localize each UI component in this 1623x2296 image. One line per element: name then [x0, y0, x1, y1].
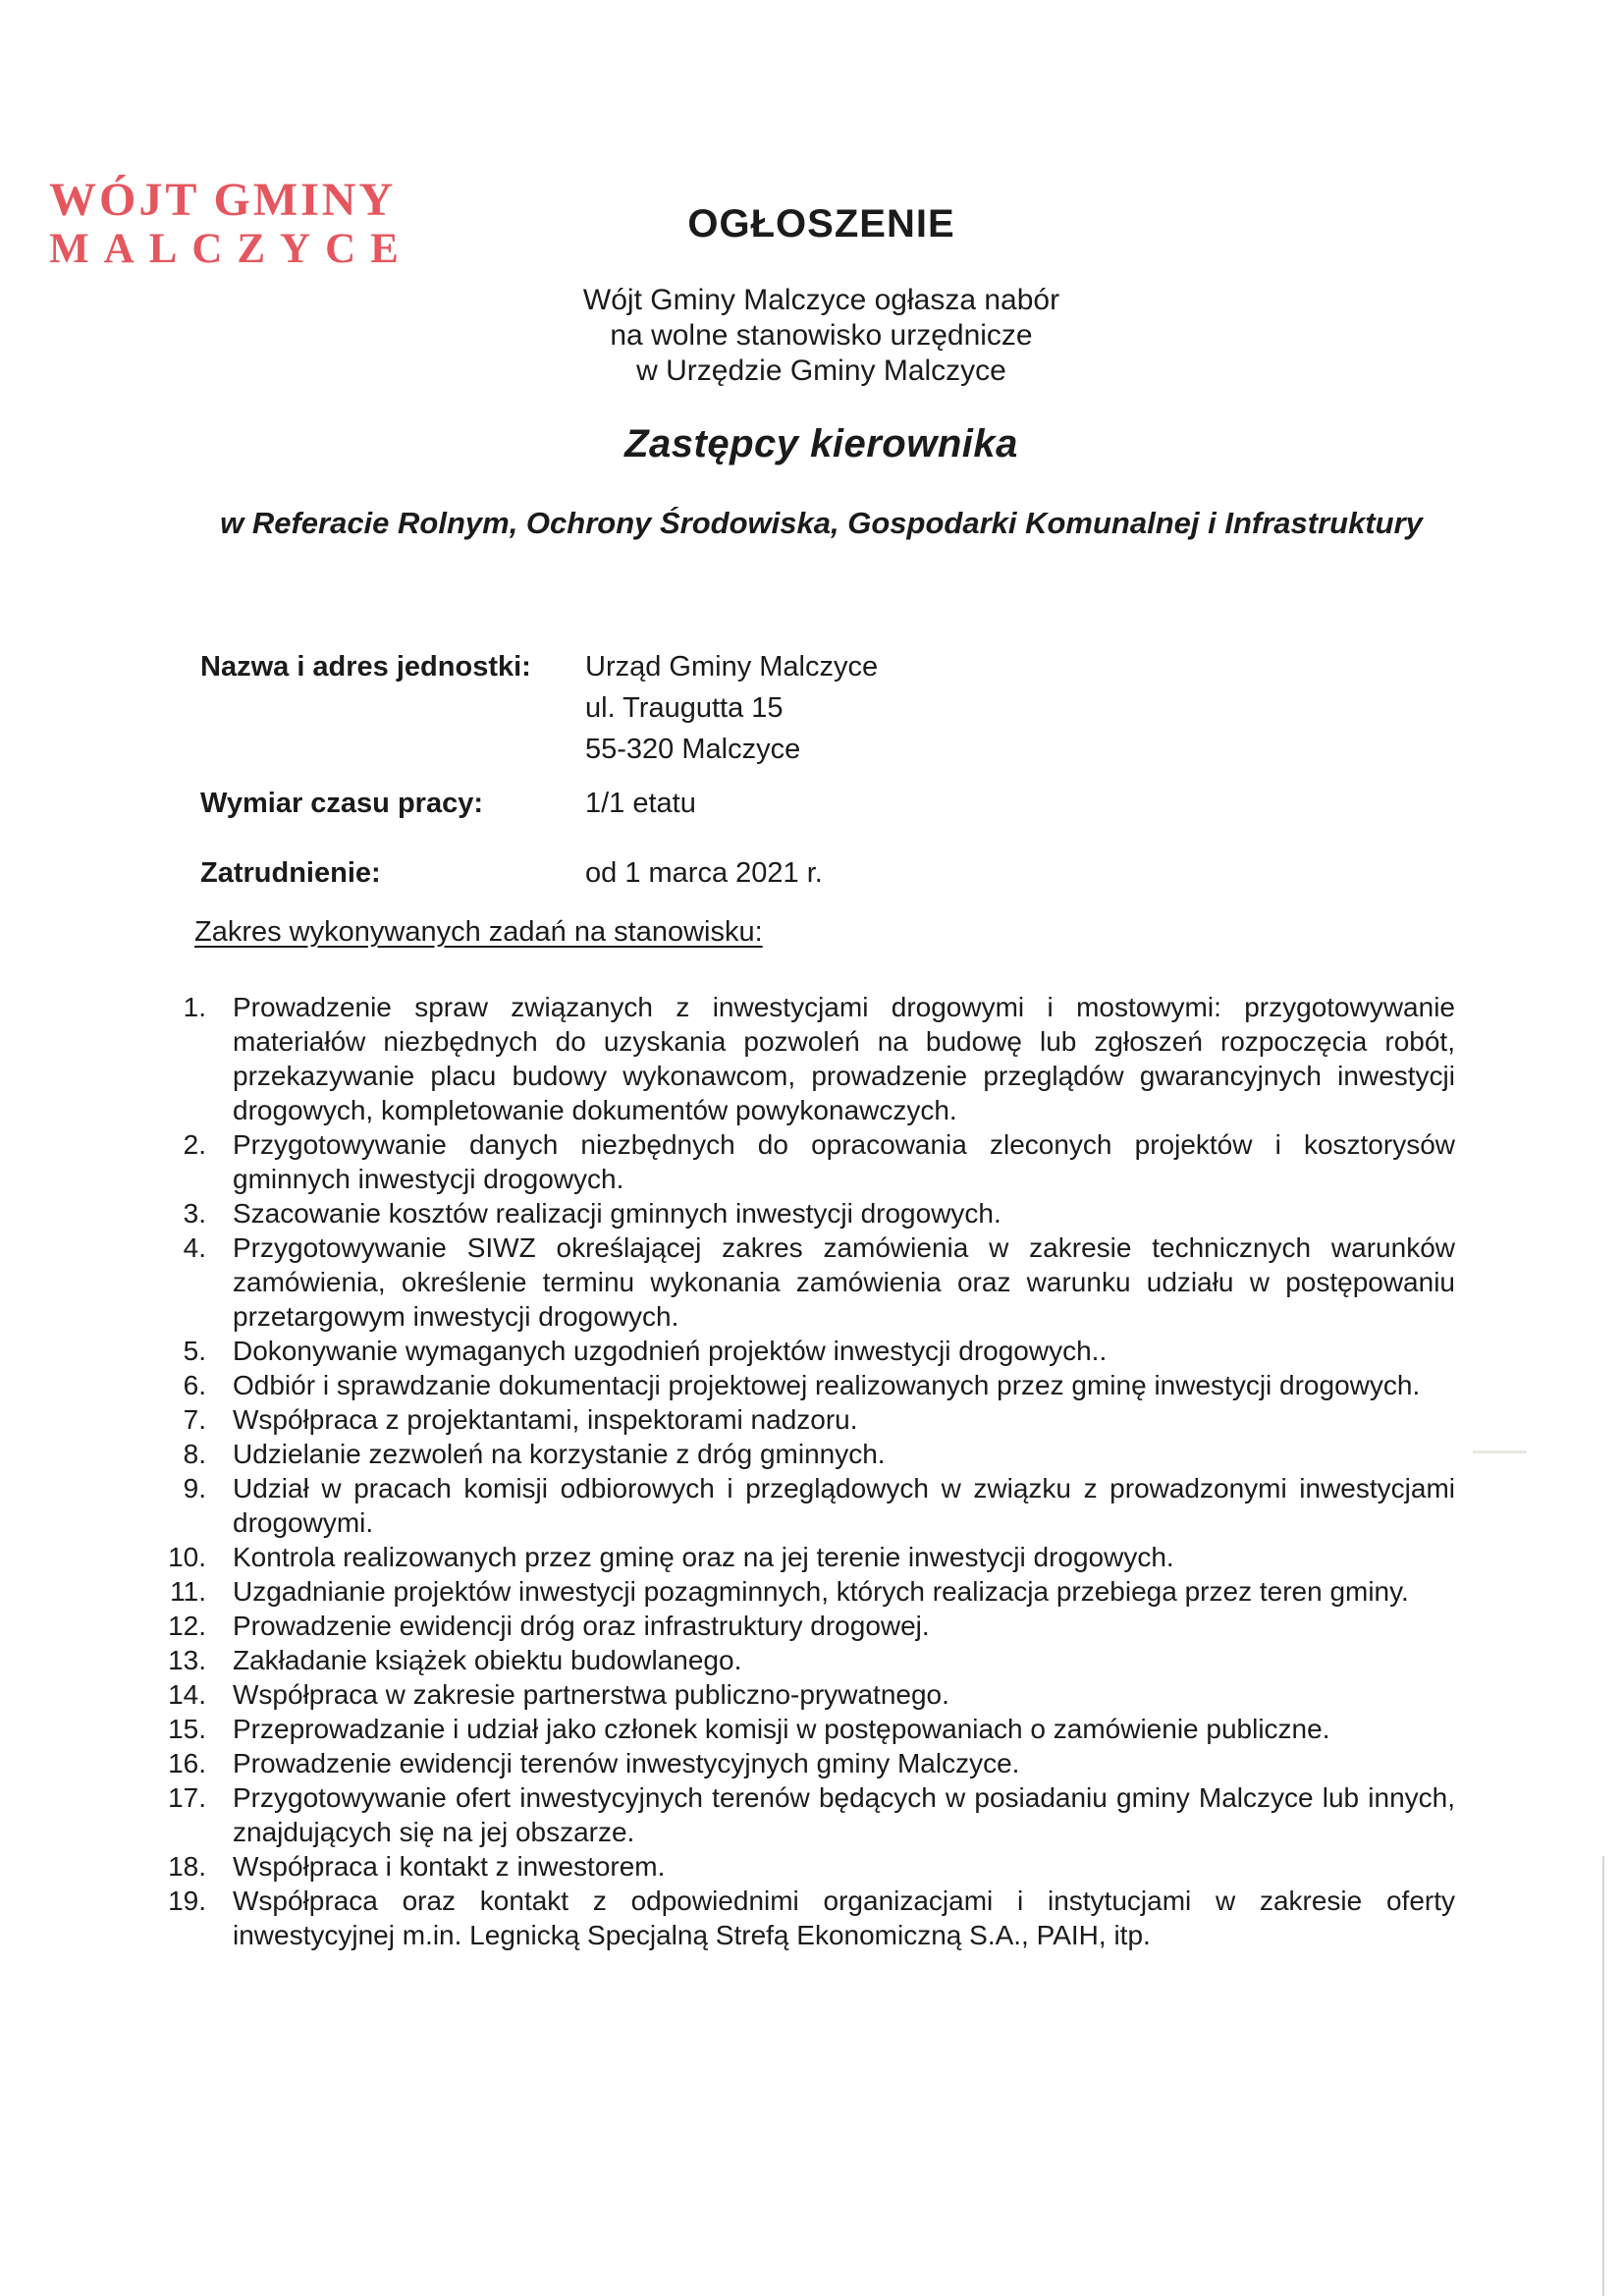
task-number: 9. [183, 1473, 206, 1503]
tasks-list [160, 990, 1455, 1952]
task-text: Przygotowywanie SIWZ określającej zakres zamówienia w zakresie technicznych warunków zamówienia, określenie terminu wykonania zamówienia oraz warunku udziału w postępowaniu przetargowym inwestycji drogowych. [233, 1232, 1455, 1332]
task-item [160, 1471, 1455, 1540]
task-item [160, 1677, 1455, 1712]
task-text: Kontrola realizowanych przez gminę oraz na jej terenie inwestycji drogowych. [233, 1542, 1174, 1572]
detail-row-employment [200, 852, 823, 894]
task-item [160, 1334, 1455, 1368]
task-number: 10. [168, 1542, 206, 1572]
detail-values-unit [585, 646, 878, 770]
detail-label-working-time: Wymiar czasu pracy: [200, 788, 483, 819]
task-number: 12. [168, 1611, 206, 1641]
task-text: Prowadzenie ewidencji dróg oraz infrastruktury drogowej. [233, 1611, 930, 1641]
detail-value-unit-city: 55-320 Malczyce [585, 734, 801, 765]
task-text: Przeprowadzanie i udział jako członek komisji w postępowaniach o zamówienie publiczne. [233, 1714, 1330, 1744]
task-item [160, 1437, 1455, 1471]
task-number: 11. [170, 1576, 206, 1607]
stamp-line2: MALCZYCE [49, 226, 413, 272]
task-item [160, 1884, 1455, 1952]
task-number: 15. [168, 1714, 206, 1744]
task-text: Współpraca i kontakt z inwestorem. [233, 1851, 666, 1882]
task-text: Współpraca w zakresie partnerstwa publiczno-prywatnego. [233, 1679, 949, 1710]
intro-line-3: w Urzędzie Gminy Malczyce [636, 355, 1006, 387]
task-item [160, 1368, 1455, 1402]
task-number: 19. [168, 1886, 206, 1916]
task-text: Udzielanie zezwoleń na korzystanie z dróg gminnych. [233, 1439, 886, 1469]
task-text: Dokonywanie wymaganych uzgodnień projektów inwestycji drogowych.. [233, 1336, 1108, 1366]
task-number: 14. [168, 1679, 206, 1710]
scan-artifact-smudge [1473, 1450, 1527, 1453]
task-number: 6. [183, 1370, 206, 1400]
task-text: Przygotowywanie danych niezbędnych do opracowania zleconych projektów i kosztorysów gminnych inwestycji drogowych. [233, 1129, 1455, 1194]
task-number: 4. [183, 1232, 206, 1263]
page-title: OGŁOSZENIE [687, 202, 955, 246]
task-number: 18. [168, 1851, 206, 1882]
intro-line-2: na wolne stanowisko urzędnicze [610, 319, 1033, 352]
task-item [160, 990, 1455, 1127]
detail-row-unit-name-address [200, 646, 878, 770]
task-text: Zakładanie książek obiektu budowlanego. [233, 1645, 742, 1675]
detail-row-working-time [200, 783, 696, 824]
stamp-line1: WÓJT GMINY [49, 174, 397, 226]
task-item [160, 1746, 1455, 1780]
task-item [160, 1849, 1455, 1884]
scan-artifact-right-line [1602, 1856, 1604, 2296]
detail-value-employment-date: od 1 marca 2021 r. [585, 857, 823, 889]
task-text: Udział w pracach komisji odbiorowych i przeglądowych w związku z prowadzonymi inwestycjami drogowymi. [233, 1473, 1455, 1538]
task-text: Przygotowywanie ofert inwestycyjnych terenów będących w posiadaniu gminy Malczyce lub innych, znajdujących się na jej obszarze. [233, 1782, 1455, 1847]
detail-label-unit: Nazwa i adres jednostki: [200, 651, 531, 683]
task-item [160, 1402, 1455, 1437]
task-number: 16. [168, 1748, 206, 1778]
detail-label-employment: Zatrudnienie: [200, 857, 381, 889]
task-item [160, 1127, 1455, 1196]
task-text: Szacowanie kosztów realizacji gminnych inwestycji drogowych. [233, 1198, 1001, 1229]
task-item [160, 1540, 1455, 1574]
task-number: 5. [183, 1336, 206, 1366]
task-number: 17. [168, 1782, 206, 1813]
task-item [160, 1574, 1455, 1609]
position-title: Zastępcy kierownika [624, 422, 1018, 465]
detail-value-unit-name: Urząd Gminy Malczyce [585, 651, 879, 683]
task-number: 2. [183, 1129, 206, 1160]
intro-line-1: Wójt Gminy Malczyce ogłasza nabór [582, 284, 1060, 316]
task-item [160, 1609, 1455, 1643]
task-number: 3. [183, 1198, 206, 1229]
task-text: Uzgadnianie projektów inwestycji pozagminnych, których realizacja przebiega przez teren gminy. [233, 1576, 1409, 1607]
task-item [160, 1780, 1455, 1849]
scan-artifact-bottom-line [15, 2279, 437, 2285]
tasks-section-heading: Zakres wykonywanych zadań na stanowisku: [194, 916, 763, 948]
intro-paragraph [10, 283, 1623, 389]
task-number: 1. [183, 992, 206, 1022]
task-text: Prowadzenie spraw związanych z inwestycjami drogowymi i mostowymi: przygotowywanie materiałów niezbędnych do uzyskania pozwoleń na budowę lub zgłoszeń rozpoczęcia robót, przekazywanie placu budowy wykonawcom, prowadzenie przeglądów gwarancyjnych inwestycji drogowych, kompletowanie dokumentów powykonawczych. [233, 992, 1455, 1125]
detail-value-working-time: 1/1 etatu [585, 788, 696, 819]
task-text: Odbiór i sprawdzanie dokumentacji projektowej realizowanych przez gminę inwestycji drogowych. [233, 1370, 1421, 1400]
task-item [160, 1230, 1455, 1334]
task-text: Prowadzenie ewidencji terenów inwestycyjnych gminy Malczyce. [233, 1748, 1020, 1778]
task-text: Współpraca oraz kontakt z odpowiednimi organizacjami i instytucjami w zakresie oferty inwestycyjnej m.in. Legnicką Specjalną Strefą Ekonomiczną S.A., PAIH, itp. [233, 1886, 1455, 1950]
task-text: Współpraca z projektantami, inspektorami nadzoru. [233, 1404, 858, 1435]
task-item [160, 1196, 1455, 1230]
detail-values-employment [585, 852, 823, 894]
detail-values-working-time [585, 783, 696, 824]
task-item [160, 1643, 1455, 1677]
task-item [160, 1712, 1455, 1746]
detail-value-unit-street: ul. Traugutta 15 [585, 692, 784, 724]
task-number: 8. [183, 1439, 206, 1469]
department-line: w Referacie Rolnym, Ochrony Środowiska, Gospodarki Komunalnej i Infrastruktury [220, 506, 1423, 540]
task-number: 7. [183, 1404, 206, 1435]
task-number: 13. [168, 1645, 206, 1675]
